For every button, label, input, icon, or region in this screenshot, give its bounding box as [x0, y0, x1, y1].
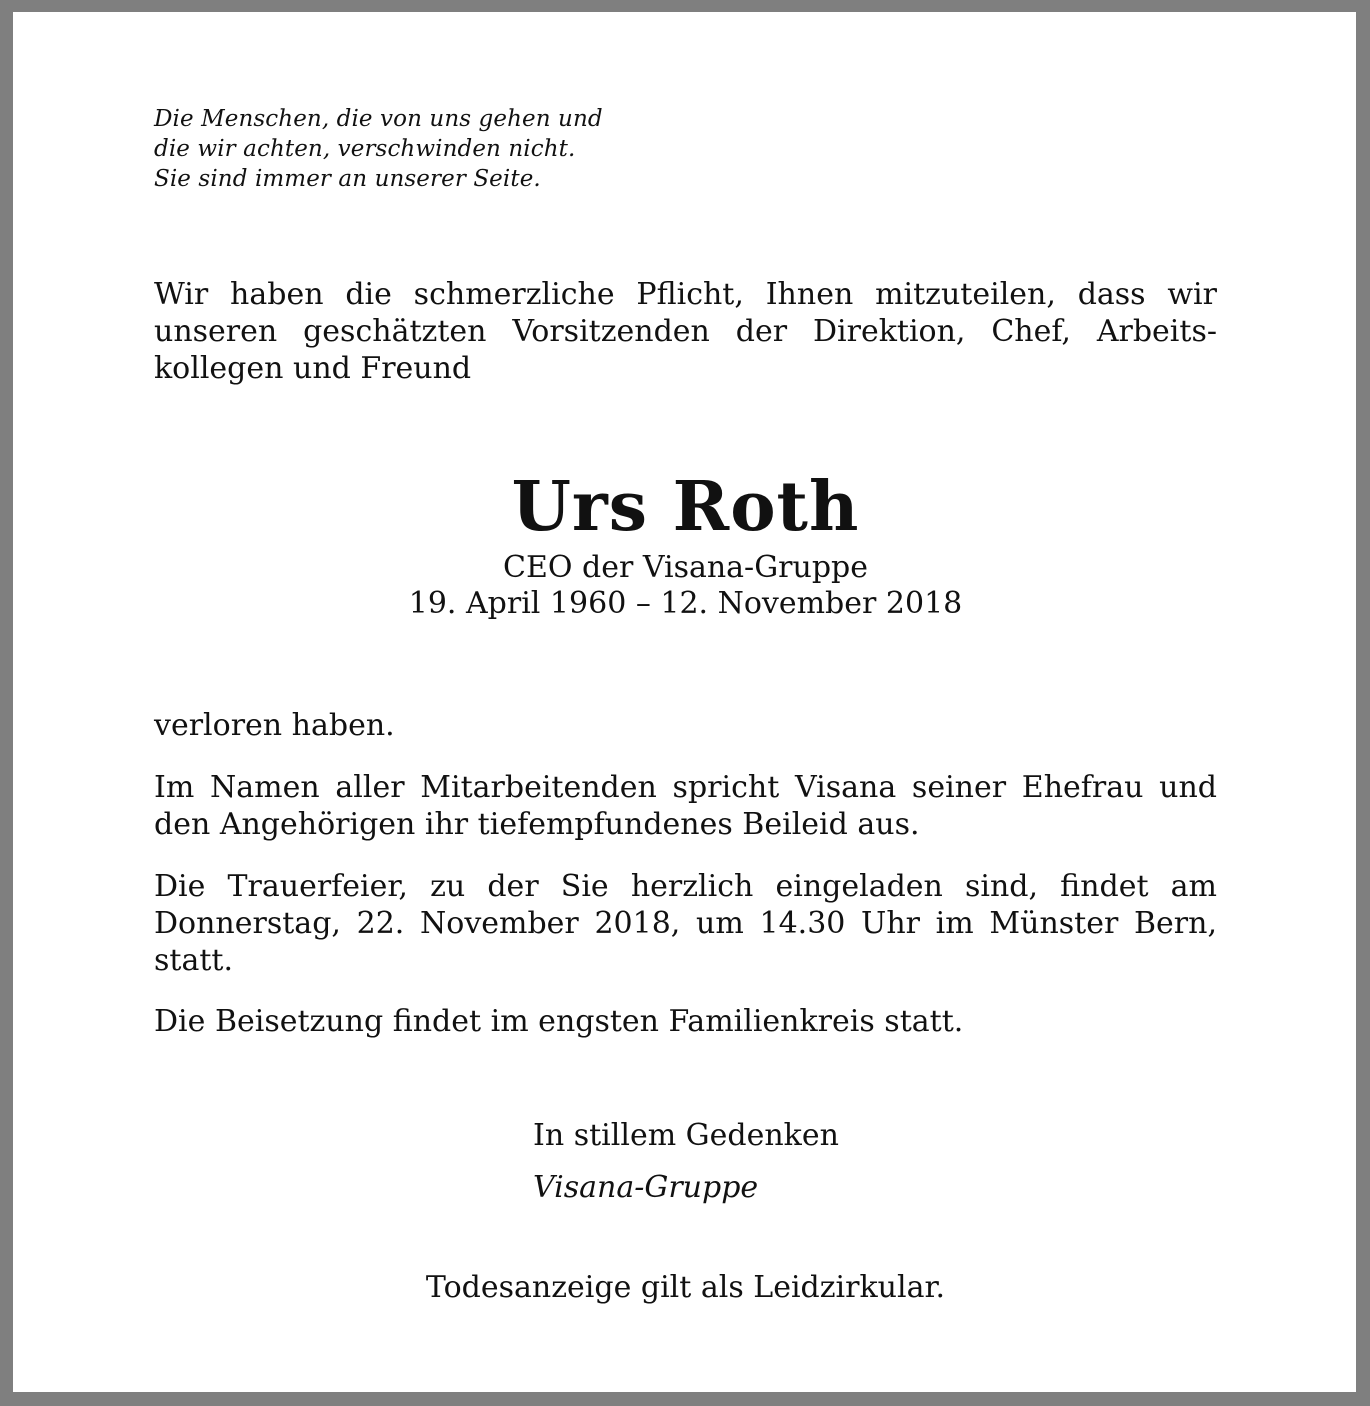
- deceased-role: CEO der Visana-Gruppe: [503, 550, 868, 585]
- obituary-page: [13, 12, 1356, 1392]
- intro-paragraph: Wir haben die schmerzliche Pflicht, Ihnen mitzuteilen, dass wir unseren geschätzten Vorsitzenden der Direktion, Chef, Arbeitskollegen und Freund: [154, 277, 1217, 386]
- footer-note: Todesanzeige gilt als Leidzirkular.: [425, 1270, 946, 1305]
- deceased-dates: 19. April 1960 – 12. November 2018: [408, 586, 963, 621]
- quote-line-1: Die Menschen, die von uns gehen und: [154, 106, 603, 132]
- deceased-name: Urs Roth: [511, 467, 860, 547]
- signoff-organization: Visana-Gruppe: [533, 1170, 759, 1205]
- signoff-line: In stillem Gedenken: [533, 1118, 839, 1153]
- condolence-paragraph: Im Namen aller Mitarbeitenden spricht Visana seiner Ehefrau und den Angehörigen ihr tiefempfundenes Beileid aus.: [154, 770, 1217, 842]
- deceased-block: [154, 464, 1217, 622]
- signoff: [533, 1110, 839, 1214]
- quote-line-3: Sie sind immer an unserer Seite.: [154, 166, 541, 192]
- ceremony-paragraph: Die Trauerfeier, zu der Sie herzlich eingeladen sind, findet am Donnerstag, 22. November 2018, um 14.30 Uhr im Münster Bern, statt.: [154, 869, 1217, 978]
- memorial-quote: [154, 104, 674, 194]
- burial-paragraph: Die Beisetzung findet im engsten Familienkreis statt.: [154, 1004, 964, 1039]
- verloren-line: verloren haben.: [154, 708, 395, 743]
- quote-line-2: die wir achten, verschwinden nicht.: [154, 136, 576, 162]
